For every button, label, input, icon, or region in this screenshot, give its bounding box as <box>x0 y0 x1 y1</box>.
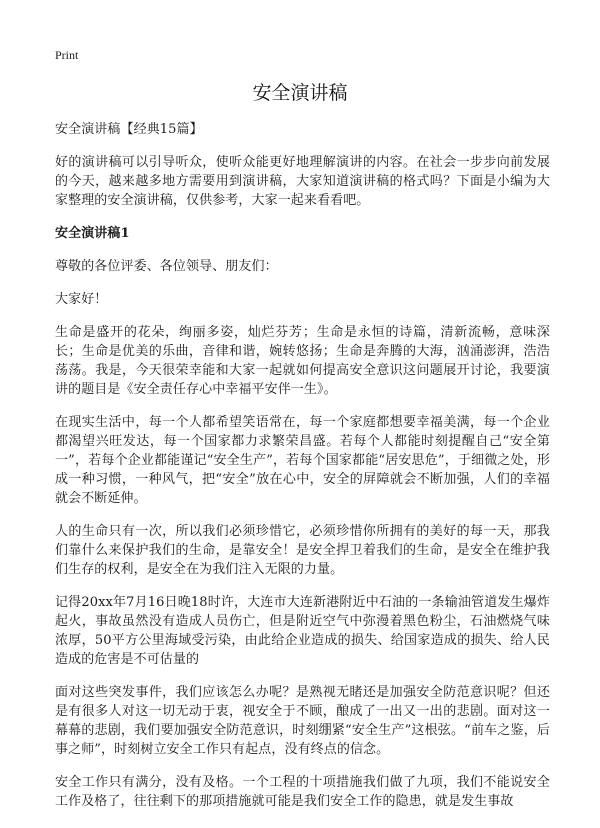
document-body <box>55 120 550 825</box>
body-paragraph: 大家好！ <box>55 292 108 307</box>
body-paragraph: 尊敬的各位评委、各位领导、朋友们： <box>55 259 278 274</box>
intro-paragraph: 好的演讲稿可以引导听众，使听众能更好地理解演讲的内容。在社会一步步向前发展的今天，越来越多地方需要用到演讲稿，大家知道演讲稿的格式吗？下面是小编为大家整理的安全演讲稿，仅供参考，大家一起来看看吧。 <box>55 155 550 208</box>
body-paragraph: 生命是盛开的花朵，绚丽多姿，灿烂芬芳；生命是永恒的诗篇，清新流畅，意味深长；生命是优美的乐曲，音律和谐，婉转悠扬；生命是奔腾的大海，汹涌澎湃，浩浩荡荡。我是，今天很荣幸能和大家一起就如何提高安全意识这问题展开讨论，我要演讲的题目是《安全责任存心中幸福平安伴一生》。 <box>55 325 550 397</box>
body-paragraph: 记得20xx年7月16日晚18时许，大连市大连新港附近中石油的一条输油管道发生爆炸起火，事故虽然没有造成人员伤亡，但是附近空气中弥漫着黑色粉尘，石油燃烧气味浓厚，50平方公里海域受污染，由此给企业造成的损失、给国家造成的损失、给人民造成的危害是不可估量的 <box>55 595 550 667</box>
print-label[interactable]: Print <box>55 48 79 62</box>
document-subtitle: 安全演讲稿【经典15篇】 <box>55 122 203 137</box>
body-paragraph: 人的生命只有一次，所以我们必须珍惜它，必须珍惜你所拥有的美好的每一天，那我们靠什么来保护我们的生命，是靠安全！是安全捍卫着我们的生命，是安全在维护我们生存的权利，是安全在为我们注入无限的力量。 <box>55 524 550 577</box>
section-heading: 安全演讲稿1 <box>55 226 130 241</box>
body-paragraph: 面对这些突发事件，我们应该怎么办呢？是熟视无睹还是加强安全防范意识呢？但还是有很多人对这一切无动于衷，视安全于不顾，酿成了一出又一出的悲剧。面对这一幕幕的悲剧，我们要加强安全防范意识，时刻绷紧“安全生产”这根弦。“前车之鉴，后事之师”，时刻树立安全工作只有起点，没有终点的信念。 <box>55 685 550 757</box>
body-paragraph: 安全工作只有满分，没有及格。一个工程的十项措施我们做了九项，我们不能说安全工作及格了，往往剩下的那项措施就可能是我们安全工作的隐患，就是发生事故 <box>55 775 550 809</box>
document-title: 安全演讲稿 <box>252 82 348 104</box>
body-paragraph: 在现实生活中，每一个人都希望笑语常在，每一个家庭都想要幸福美满，每一个企业都渴望兴旺发达，每一个国家都力求繁荣昌盛。若每个人都能时刻提醒自己“安全第一”，若每个企业都能谨记“安全生产”，若每个国家都能“居安思危”，于细微之处，形成一种习惯，一种风气，把“安全”放在心中，安全的屏障就会不断加强，人们的幸福就会不断延伸。 <box>55 415 550 506</box>
